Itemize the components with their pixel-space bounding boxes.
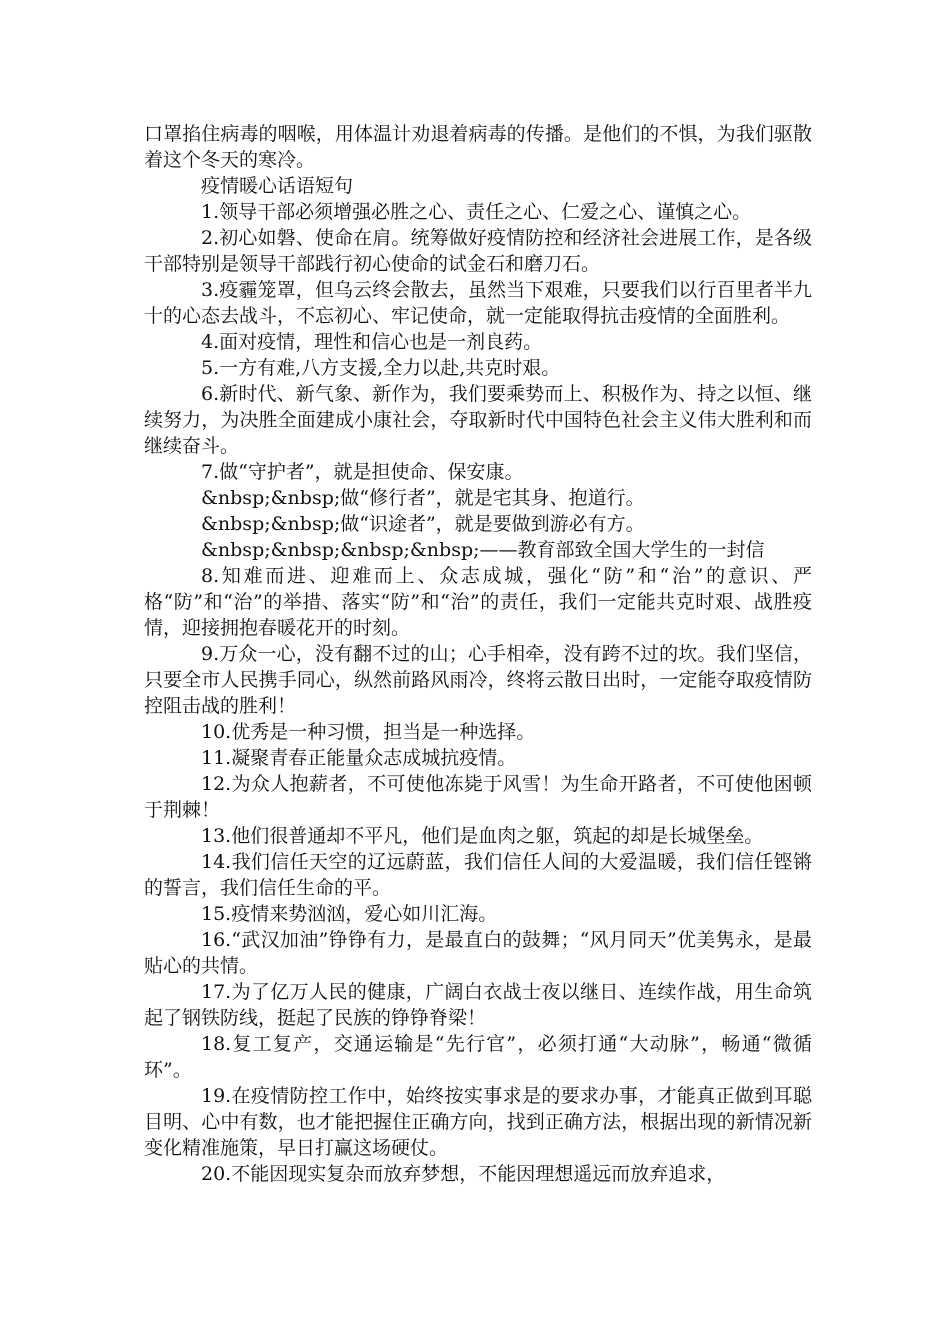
- paragraph: 口罩掐住病毒的咽喉，用体温计劝退着病毒的传播。是他们的不惧，为我们驱散着这个冬天的寒冷。: [144, 123, 812, 171]
- list-item: 12.为众人抱薪者，不可使他冻毙于风雪！为生命开路者，不可使他困顿于荆棘！: [144, 773, 812, 821]
- list-item: 8.知难而进、迎难而上、众志成城，强化“防”和“治”的意识、严格“防”和“治”的举措、落实“防”和“治”的责任，我们一定能共克时艰、战胜疫情，迎接拥抱春暖花开的时刻。: [144, 565, 812, 639]
- list-item: 2.初心如磐、使命在肩。统筹做好疫情防控和经济社会进展工作，是各级干部特别是领导干部践行初心使命的试金石和磨刀石。: [144, 227, 812, 275]
- list-item: 19.在疫情防控工作中，始终按实事求是的要求办事，才能真正做到耳聪目明、心中有数，也才能把握住正确方向，找到正确方法，根据出现的新情况新变化精准施策，早日打赢这场硬仗。: [144, 1085, 812, 1159]
- list-item: 18.复工复产，交通运输是“先行官”，必须打通“大动脉”，畅通“微循环”。: [144, 1033, 812, 1081]
- section-heading: 疫情暖心话语短句: [201, 175, 354, 197]
- list-item: 3.疫霾笼罩，但乌云终会散去，虽然当下艰难，只要我们以行百里者半九十的心态去战斗，不忘初心、牢记使命，就一定能取得抗击疫情的全面胜利。: [144, 279, 812, 327]
- list-item: 1.领导干部必须增强必胜之心、责任之心、仁爱之心、谨慎之心。: [201, 201, 752, 223]
- list-item: 20.不能因现实复杂而放弃梦想，不能因理想遥远而放弃追求，: [201, 1163, 726, 1185]
- document-body: [144, 121, 812, 1187]
- quote-attribution: &nbsp;&nbsp;&nbsp;&nbsp;——教育部致全国大学生的一封信: [201, 539, 765, 561]
- list-item: 10.优秀是一种习惯，担当是一种选择。: [201, 721, 536, 743]
- list-item: 17.为了亿万人民的健康，广阔白衣战士夜以继日、连续作战，用生命筑起了钢铁防线，挺起了民族的铮铮脊梁！: [144, 981, 812, 1029]
- list-item: 14.我们信任天空的辽远蔚蓝，我们信任人间的大爱温暖，我们信任铿锵的誓言，我们信任生命的平。: [144, 851, 812, 899]
- list-item: 13.他们很普通却不平凡，他们是血肉之躯，筑起的却是长城堡垒。: [201, 825, 764, 847]
- list-item: 16.“武汉加油”铮铮有力，是最直白的鼓舞；“风月同天”优美隽永，是最贴心的共情。: [144, 929, 812, 977]
- list-item: 6.新时代、新气象、新作为，我们要乘势而上、积极作为、持之以恒、继续努力，为决胜全面建成小康社会，夺取新时代中国特色社会主义伟大胜利和而继续奋斗。: [144, 383, 812, 457]
- list-item: 9.万众一心，没有翻不过的山；心手相牵，没有跨不过的坎。我们坚信，只要全市人民携手同心，纵然前路风雨冷，终将云散日出时，一定能夺取疫情防控阻击战的胜利！: [144, 643, 812, 717]
- list-item-continuation: &nbsp;&nbsp;做“识途者”，就是要做到游必有方。: [201, 513, 645, 535]
- list-item: 11.凝聚青春正能量众志成城抗疫情。: [201, 747, 517, 769]
- list-item: 4.面对疫情，理性和信心也是一剂良药。: [201, 331, 543, 353]
- list-item: 7.做“守护者”，就是担使命、保安康。: [201, 461, 524, 483]
- list-item: 5.一方有难,八方支援,全力以赴,共克时艰。: [201, 357, 561, 379]
- list-item: 15.疫情来势汹汹，爱心如川汇海。: [201, 903, 498, 925]
- list-item-continuation: &nbsp;&nbsp;做“修行者”，就是宅其身、抱道行。: [201, 487, 645, 509]
